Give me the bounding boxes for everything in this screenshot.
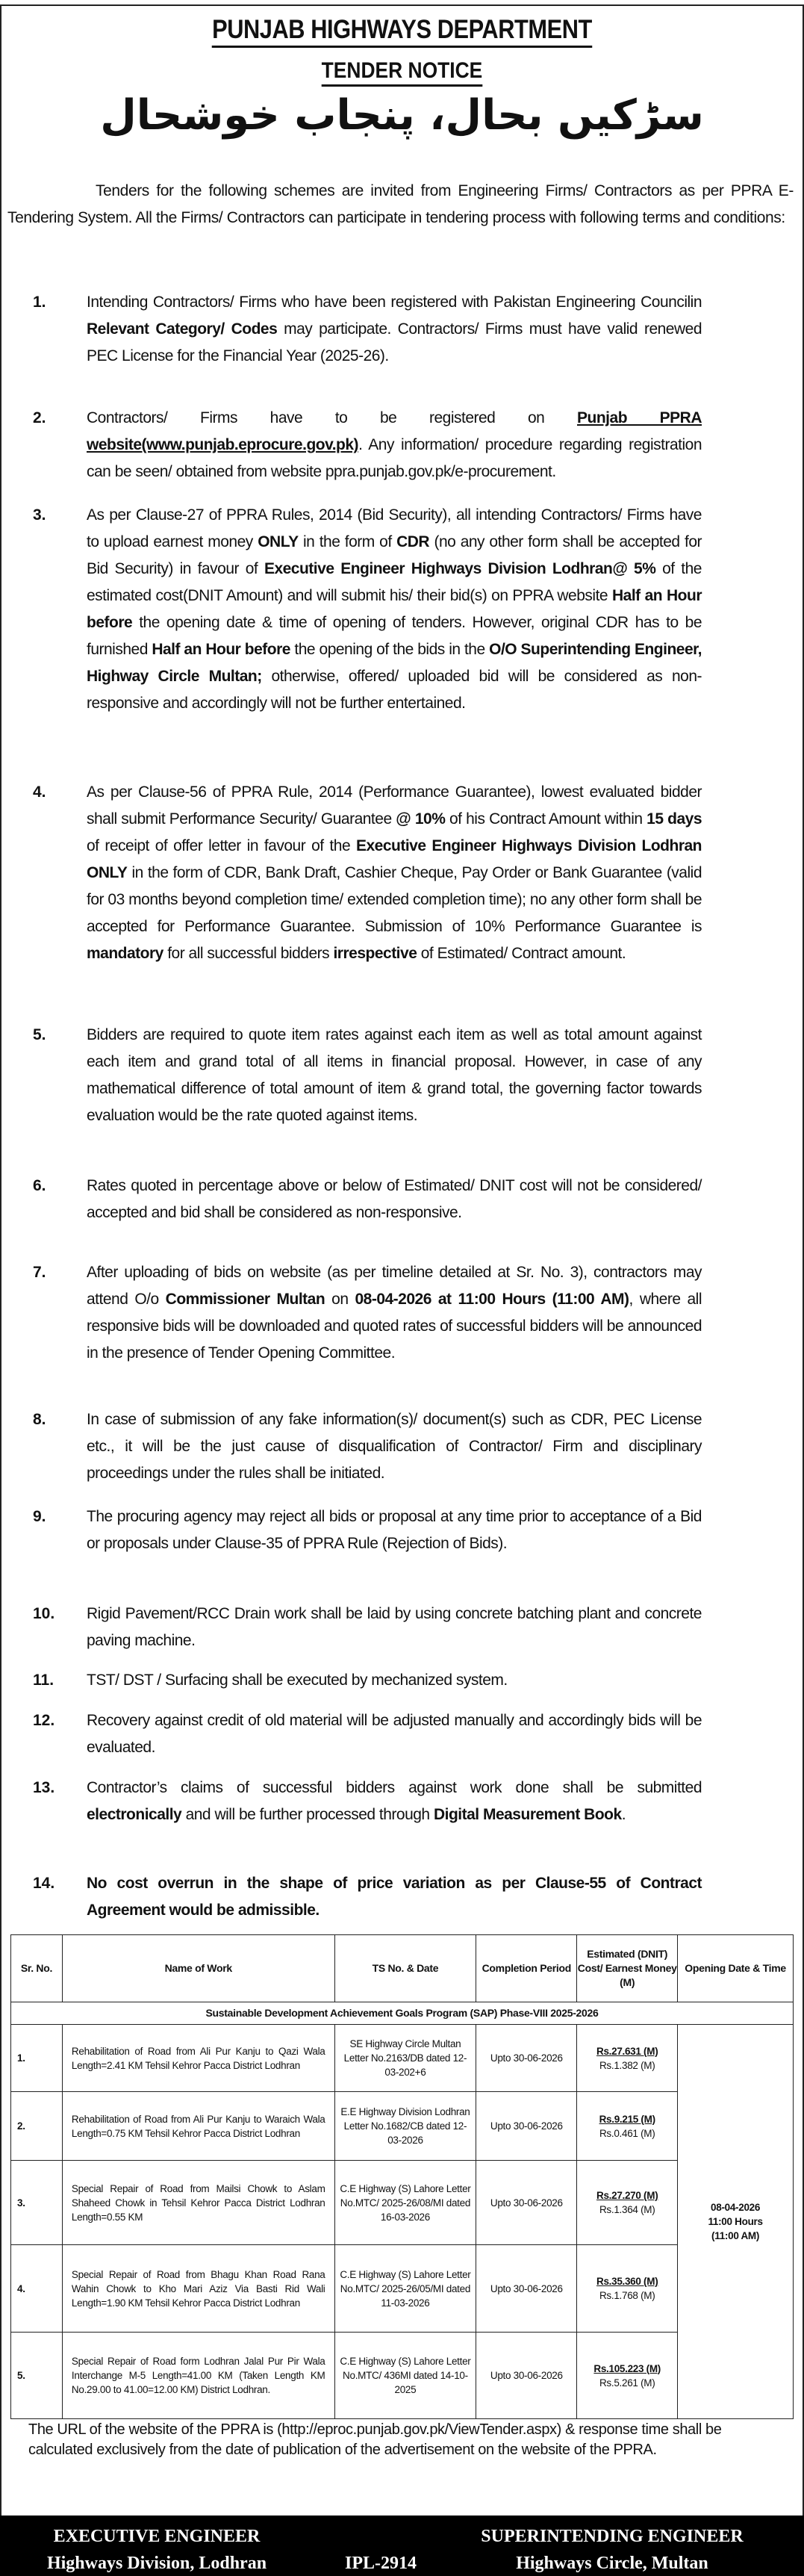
table-row: [11, 2333, 794, 2419]
term-number: 4.: [33, 783, 46, 801]
opening-time: 11:00 Hours: [708, 2216, 763, 2227]
table-row: [11, 2161, 794, 2245]
completion-period: Upto 30-06-2026: [476, 2161, 577, 2245]
term-text: In case of submission of any fake information(s)/ document(s) such as CDR, PEC License etc., it will be the just cause of disqualification of Contractor/ Firm and disciplinary proceedings under the rules shall be initiated.: [87, 1411, 702, 1482]
term-number: 10.: [33, 1605, 55, 1622]
term-text: TST/ DST / Surfacing shall be executed by mechanized system.: [87, 1672, 508, 1689]
superintending-engineer-signature: [459, 2523, 765, 2576]
earnest-money: Rs.1.382 (M): [599, 2059, 655, 2071]
sr-no: 1.: [11, 2025, 63, 2092]
term-number: 2.: [33, 409, 46, 426]
estimated-cost: [577, 2025, 678, 2092]
term-text: Bidders are required to quote item rates against each item as well as total amount against each item and grand total of all items in financial proposal. However, in case of any mathematical difference of total amount of item & grand total, the governing factor towards evaluation would be the rate quoted against items.: [87, 1026, 702, 1124]
ts-no-date: E.E Highway Division Lodhran Letter No.1682/CB dated 12-03-2026: [334, 2092, 476, 2161]
ts-no-date: SE Highway Circle Multan Letter No.2163/DB dated 12-03-202+6: [334, 2025, 476, 2092]
superintending-engineer-title: SUPERINTENDING ENGINEER: [481, 2527, 744, 2546]
estimated-cost: [577, 2161, 678, 2245]
executive-engineer-title: EXECUTIVE ENGINEER: [53, 2527, 261, 2546]
name-of-work: Rehabilitation of Road from Ali Pur Kanju to Waraich Wala Length=0.75 KM Tehsil Kehror Pacca District Lodhran: [62, 2092, 334, 2161]
notice-title: [49, 58, 756, 84]
term-text: Recovery against credit of old material will be adjusted manually and accordingly bids will be evaluated.: [87, 1712, 702, 1756]
col-header-opening-date-time: Opening Date & Time: [678, 1935, 794, 2002]
term-text: Rigid Pavement/RCC Drain work shall be laid by using concrete batching plant and concrete paving machine.: [87, 1605, 702, 1649]
executive-engineer-office: Highways Division, Lodhran: [46, 2554, 267, 2573]
earnest-money: Rs.5.261 (M): [599, 2377, 655, 2389]
term-text: The procuring agency may reject all bids or proposal at any time prior to acceptance of a Bid or proposals under Clause-35 of PPRA Rule (Rejection of Bids).: [87, 1508, 702, 1552]
term-number: 9.: [33, 1508, 46, 1525]
program-title-row: [11, 2002, 794, 2025]
table-row: [11, 2092, 794, 2161]
term-number: 5.: [33, 1026, 46, 1043]
col-header-name-of-work: Name of Work: [62, 1935, 334, 2002]
program-title: Sustainable Development Achievement Goals Program (SAP) Phase-VIII 2025-2026: [11, 2002, 794, 2025]
ts-no-date: C.E Highway (S) Lahore Letter No.MTC/ 436MI dated 14-10-2025: [334, 2333, 476, 2419]
earnest-money: Rs.0.461 (M): [599, 2127, 655, 2139]
name-of-work: Special Repair of Road from Mailsi Chowk to Aslam Shaheed Chowk in Tehsil Kehror Pacca District Lodhran Length=0.55 KM: [62, 2161, 334, 2245]
department-title: [49, 15, 756, 45]
intro-paragraph: Tenders for the following schemes are invited from Engineering Firms/ Contractors as per PPRA E-Tendering System. All the Firms/ Contractors can participate in tendering process with following terms and conditions:: [7, 182, 794, 226]
opening-date-time: [678, 2025, 794, 2419]
term-number: 13.: [33, 1779, 55, 1796]
term-text: Contractors/ Firms have to be registered on Punjab PPRA website(www.punjab.eprocure.gov.pk). Any information/ procedure regarding registration can be seen/ obtained from website ppra.punjab.gov.pk/e-procurement.: [87, 409, 702, 480]
term-text: As per Clause-56 of PPRA Rule, 2014 (Performance Guarantee), lowest evaluated bidder shall submit Performance Security/ Guarantee @ 10% of his Contract Amount within 15 days of receipt of offer letter in favour of the Executive Engineer Highways Division Lodhran ONLY in the form of CDR, Bank Draft, Cashier Cheque, Pay Order or Bank Guarantee (valid for 03 months beyond completion time/ extended completion time); no any other form shall be accepted for Performance Guarantee. Submission of 10% Performance Guarantee is mandatory for all successful bidders irrespective of Estimated/ Contract amount.: [87, 783, 702, 962]
dnit-cost: Rs.27.270 (M): [596, 2190, 658, 2201]
term-text: After uploading of bids on website (as per timeline detailed at Sr. No. 3), contractors may attend O/o Commissioner Multan on 08-04-2026 at 11:00 Hours (11:00 AM), where all responsive bids will be downloaded and quoted rates of successful bidders will be announced in the presence of Tender Opening Committee.: [87, 1264, 702, 1362]
sr-no: 3.: [11, 2161, 63, 2245]
col-header-estimated-cost: Estimated (DNIT) Cost/ Earnest Money (M): [577, 1935, 678, 2002]
term-text: As per Clause-27 of PPRA Rules, 2014 (Bid Security), all intending Contractors/ Firms have to upload earnest money ONLY in the form of CDR (no any other form shall be accepted for Bid Security) in favour of Executive Engineer Highways Division Lodhran@ 5% of the estimated cost(DNIT Amount) and will submit his/ their bid(s) on PPRA website Half an Hour before the opening date & time of opening of tenders. However, original CDR has to be furnished Half an Hour before the opening of the bids in the O/O Superintending Engineer, Highway Circle Multan; otherwise, offered/ uploaded bid will be considered as non-responsive and accordingly will not be further entertained.: [87, 506, 702, 712]
advertisement-code: IPL-2914: [345, 2554, 417, 2573]
department-title-text: PUNJAB HIGHWAYS DEPARTMENT: [212, 15, 592, 48]
col-header-ts-no-date: TS No. & Date: [334, 1935, 476, 2002]
opening-time-ampm: (11:00 AM): [711, 2230, 760, 2241]
signature-footer: [0, 2516, 804, 2576]
term-number: 3.: [33, 506, 46, 524]
ppra-url-note: The URL of the website of the PPRA is (http://eproc.punjab.gov.pk/ViewTender.aspx) & response time shall be calculated exclusively from the date of publication of the advertisement on the website of the PPRA.: [28, 2421, 722, 2458]
term-text: Intending Contractors/ Firms who have been registered with Pakistan Engineering Councilin Relevant Category/ Codes may participate. Contractors/ Firms must have valid renewed PEC License for the Financial Year (2025-26).: [87, 294, 702, 364]
sr-no: 4.: [11, 2245, 63, 2333]
sr-no: 5.: [11, 2333, 63, 2419]
dnit-cost: Rs.27.631 (M): [596, 2045, 658, 2057]
term-number: 14.: [33, 1875, 55, 1892]
urdu-slogan: سڑکیں بحال، پنجاب خوشحال: [100, 91, 704, 140]
term-text: No cost overrun in the shape of price variation as per Clause-55 of Contract Agreement would be admissible.: [87, 1875, 702, 1919]
term-number: 8.: [33, 1411, 46, 1428]
ts-no-date: C.E Highway (S) Lahore Letter No.MTC/ 2025-26/05/MI dated 11-03-2026: [334, 2245, 476, 2333]
dnit-cost: Rs.105.223 (M): [593, 2362, 661, 2374]
sr-no: 2.: [11, 2092, 63, 2161]
ts-no-date: C.E Highway (S) Lahore Letter No.MTC/ 2025-26/08/MI dated 16-03-2026: [334, 2161, 476, 2245]
estimated-cost: [577, 2245, 678, 2333]
col-header-completion-period: Completion Period: [476, 1935, 577, 2002]
name-of-work: Special Repair of Road from Bhagu Khan Road Rana Wahin Chowk to Kho Mari Aziz Via Basti Rid Wali Length=1.90 KM Tehsil Kehror Pacca District Lodhran: [62, 2245, 334, 2333]
punjab-ppra-website-link[interactable]: Punjab PPRA website(www.punjab.eprocure.gov.pk): [87, 409, 702, 453]
term-text: Contractor’s claims of successful bidders against work done shall be submitted electronically and will be further processed through Digital Measurement Book.: [87, 1779, 702, 1823]
dnit-cost: Rs.35.360 (M): [596, 2276, 658, 2287]
term-number: 1.: [33, 294, 46, 311]
table-row: [11, 2245, 794, 2333]
table-row: [11, 2025, 794, 2092]
completion-period: Upto 30-06-2026: [476, 2245, 577, 2333]
completion-period: Upto 30-06-2026: [476, 2092, 577, 2161]
completion-period: Upto 30-06-2026: [476, 2025, 577, 2092]
term-number: 12.: [33, 1712, 55, 1729]
name-of-work: Special Repair of Road form Lodhran Jalal Pur Pir Wala Interchange M-5 Length=41.00 KM (Taken Length KM No.29.00 to 41.00=12.00 KM) District Lodhran.: [62, 2333, 334, 2419]
estimated-cost: [577, 2092, 678, 2161]
dnit-cost: Rs.9.215 (M): [599, 2113, 655, 2125]
estimated-cost: [577, 2333, 678, 2419]
term-number: 6.: [33, 1177, 46, 1194]
col-header-sr-no: Sr. No.: [11, 1935, 63, 2002]
term-number: 7.: [33, 1264, 46, 1281]
earnest-money: Rs.1.768 (M): [599, 2290, 655, 2301]
tender-schedule-table: [10, 1934, 794, 2419]
earnest-money: Rs.1.364 (M): [599, 2204, 655, 2215]
completion-period: Upto 30-06-2026: [476, 2333, 577, 2419]
executive-engineer-signature: [30, 2523, 284, 2576]
notice-title-text: TENDER NOTICE: [322, 58, 483, 87]
table-header-row: [11, 1935, 794, 2002]
term-text: Rates quoted in percentage above or below of Estimated/ DNIT cost will not be considered/ accepted and bid shall be considered as non-responsive.: [87, 1177, 702, 1221]
name-of-work: Rehabilitation of Road from Ali Pur Kanju to Qazi Wala Length=2.41 KM Tehsil Kehror Pacca District Lodhran: [62, 2025, 334, 2092]
superintending-engineer-office: Highways Circle, Multan: [516, 2554, 708, 2573]
term-number: 11.: [33, 1672, 54, 1689]
opening-date: 08-04-2026: [711, 2202, 761, 2213]
